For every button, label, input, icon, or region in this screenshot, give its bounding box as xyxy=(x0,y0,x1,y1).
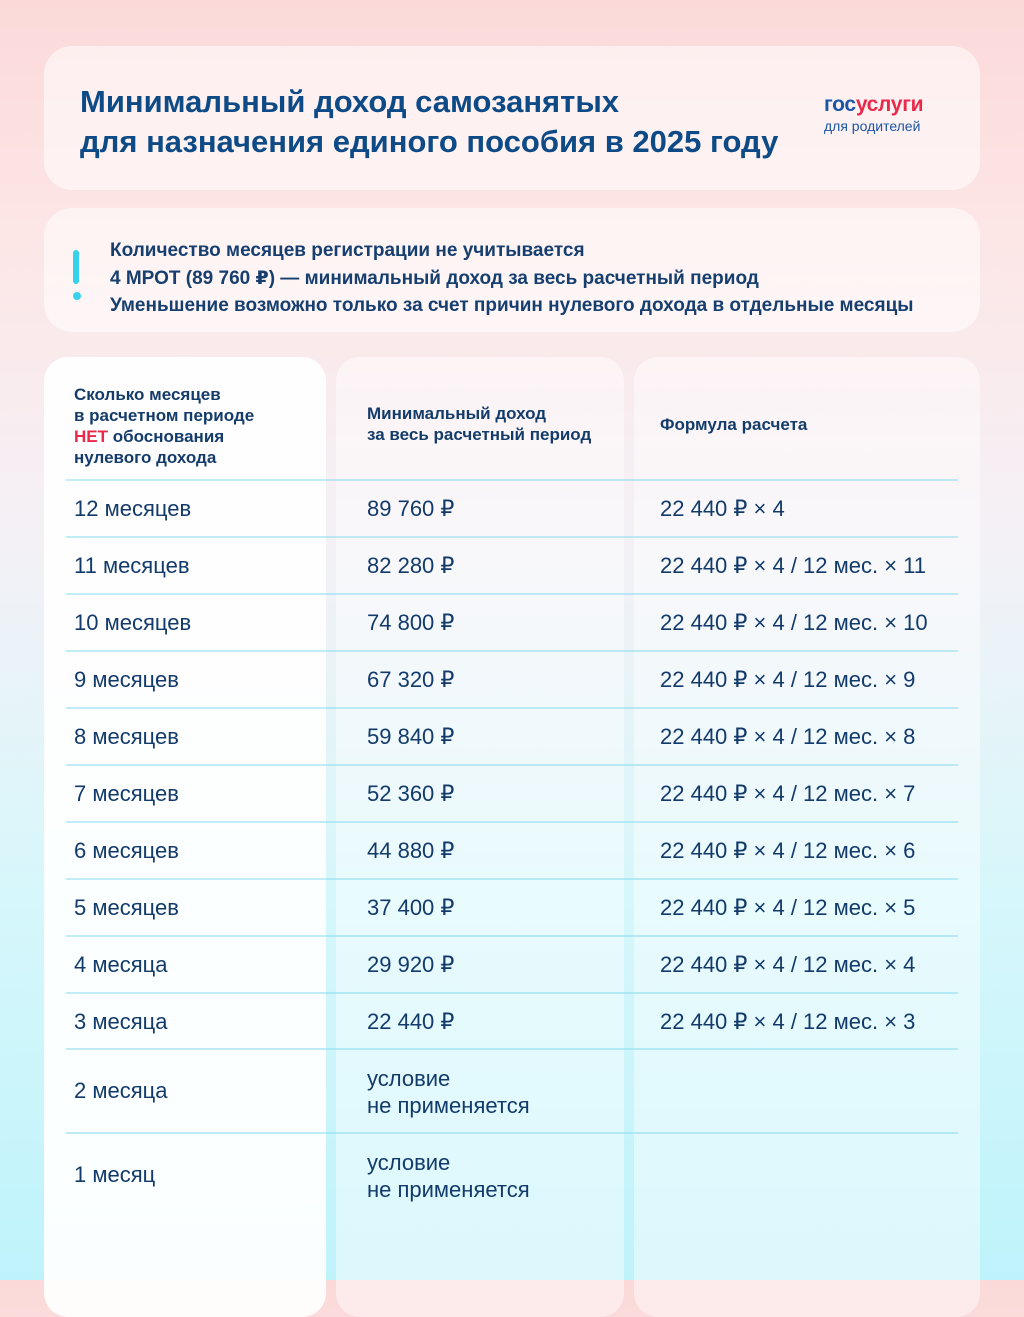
row-formula-3: 22 440 ₽ × 4 / 12 мес. × 3 xyxy=(660,1009,916,1034)
row-income-11: 82 280 ₽ xyxy=(367,553,455,578)
row-income-9: 67 320 ₽ xyxy=(367,667,455,692)
note-line-2: 4 МРОТ (89 760 ₽) — минимальный доход за весь расчетный период xyxy=(110,267,759,289)
row-months-8: 8 месяцев xyxy=(74,724,179,749)
row-formula-9: 22 440 ₽ × 4 / 12 мес. × 9 xyxy=(660,667,916,692)
row-divider xyxy=(66,536,958,538)
row-months-7: 7 месяцев xyxy=(74,781,179,806)
row-months-10: 10 месяцев xyxy=(74,610,192,635)
row-income-4: 29 920 ₽ xyxy=(367,952,455,977)
info-note-text xyxy=(110,237,913,320)
row-income-3: 22 440 ₽ xyxy=(367,1009,455,1034)
title-card xyxy=(44,46,980,190)
header-formula: Формула расчета xyxy=(660,415,808,434)
row-divider xyxy=(66,878,958,880)
page-title-line-2: для назначения единого пособия в 2025 году xyxy=(80,124,779,159)
row-income-7: 52 360 ₽ xyxy=(367,781,455,806)
info-note-card xyxy=(44,208,980,332)
row-divider xyxy=(66,1132,958,1134)
row-divider xyxy=(66,707,958,709)
page-title xyxy=(80,82,778,162)
row-months-5: 5 месяцев xyxy=(74,895,179,920)
exclamation-icon xyxy=(70,250,82,306)
row-income-1: условие не применяется xyxy=(367,1150,530,1202)
logo-part-uslugi: услуги xyxy=(855,93,924,116)
row-income-8: 59 840 ₽ xyxy=(367,724,455,749)
row-months-11: 11 месяцев xyxy=(74,553,190,578)
row-income-6: 44 880 ₽ xyxy=(367,838,455,863)
row-divider xyxy=(66,1048,958,1050)
row-divider xyxy=(66,650,958,652)
note-line-3: Уменьшение возможно только за счет причин нулевого дохода в отдельные месяцы xyxy=(110,295,914,316)
row-months-9: 9 месяцев xyxy=(74,667,179,692)
row-formula-12: 22 440 ₽ × 4 xyxy=(660,496,785,521)
row-divider xyxy=(66,992,958,994)
row-formula-4: 22 440 ₽ × 4 / 12 мес. × 4 xyxy=(660,952,916,977)
row-months-3: 3 месяца xyxy=(74,1009,168,1034)
row-formula-10: 22 440 ₽ × 4 / 12 мес. × 10 xyxy=(660,610,928,635)
header-income: Минимальный доход за весь расчетный период xyxy=(367,404,592,444)
row-formula-5: 22 440 ₽ × 4 / 12 мес. × 5 xyxy=(660,895,916,920)
row-formula-8: 22 440 ₽ × 4 / 12 мес. × 8 xyxy=(660,724,916,749)
row-formula-7: 22 440 ₽ × 4 / 12 мес. × 7 xyxy=(660,781,916,806)
row-formula-6: 22 440 ₽ × 4 / 12 мес. × 6 xyxy=(660,838,916,863)
row-months-1: 1 месяц xyxy=(74,1162,156,1187)
page-title-line-1: Минимальный доход самозанятых xyxy=(80,84,620,119)
note-line-1: Количество месяцев регистрации не учитывается xyxy=(110,240,585,261)
row-months-6: 6 месяцев xyxy=(74,838,179,863)
row-divider xyxy=(66,593,958,595)
logo-part-gos: гос xyxy=(824,93,856,116)
row-months-12: 12 месяцев xyxy=(74,496,192,521)
row-income-5: 37 400 ₽ xyxy=(367,895,455,920)
row-divider xyxy=(66,479,958,481)
gosuslugi-logo xyxy=(824,93,923,134)
header-months: Сколько месяцев в расчетном периоде НЕТ обоснования нулевого дохода xyxy=(74,385,255,467)
highlight-net: НЕТ xyxy=(74,427,108,446)
row-income-12: 89 760 ₽ xyxy=(367,496,455,521)
row-divider xyxy=(66,764,958,766)
row-formula-11: 22 440 ₽ × 4 / 12 мес. × 11 xyxy=(660,553,927,578)
logo-subtitle: для родителей xyxy=(824,118,921,134)
row-income-2: условие не применяется xyxy=(367,1066,530,1118)
row-divider xyxy=(66,935,958,937)
row-months-2: 2 месяца xyxy=(74,1078,168,1103)
row-months-4: 4 месяца xyxy=(74,952,168,977)
row-income-10: 74 800 ₽ xyxy=(367,610,455,635)
row-divider xyxy=(66,821,958,823)
